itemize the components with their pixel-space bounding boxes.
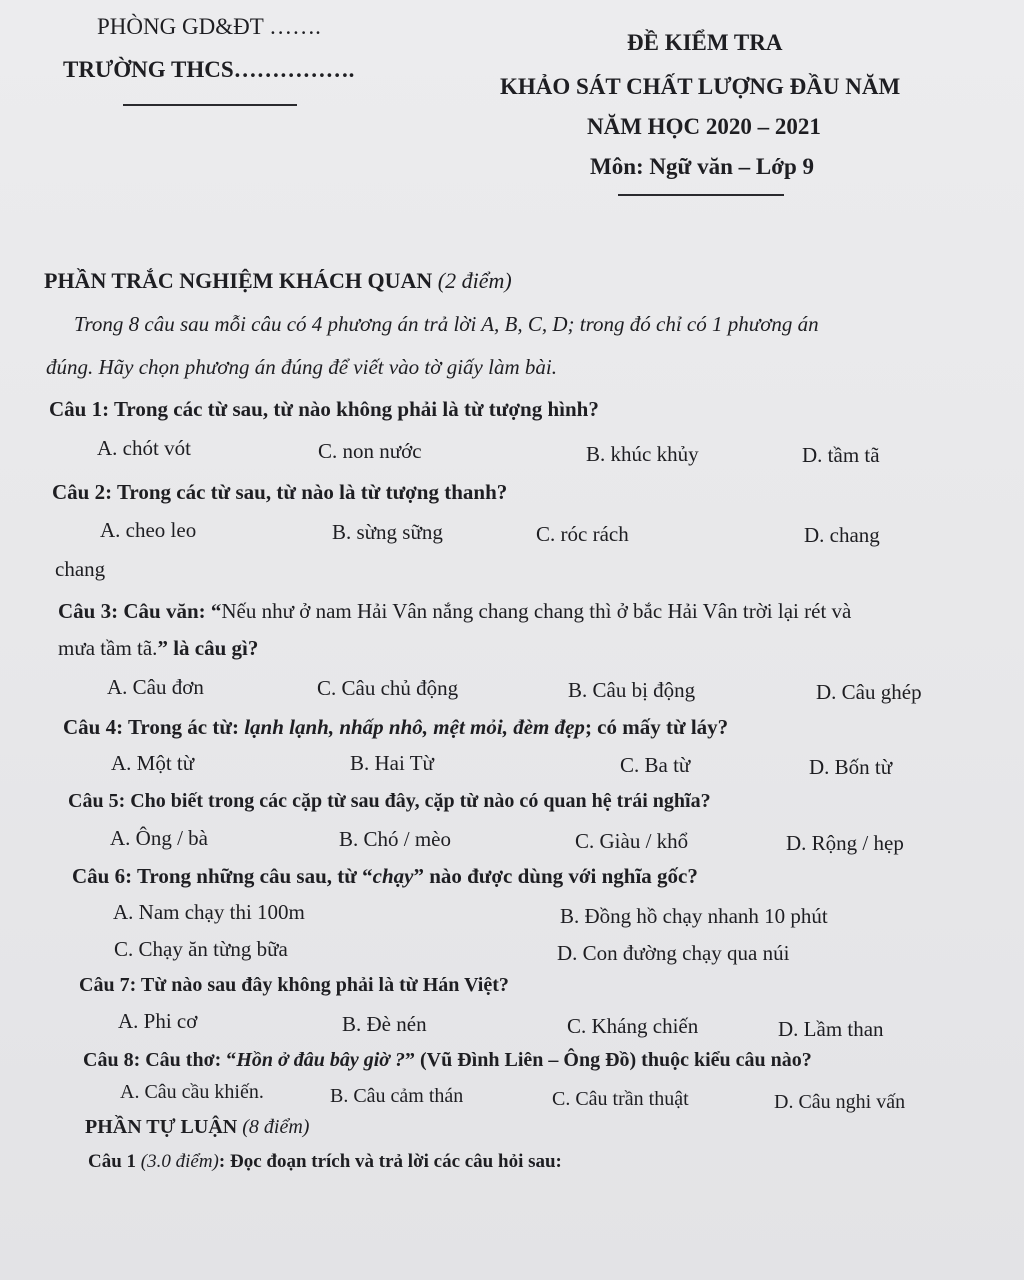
q7-option-b: B. Đè nén [342,1012,427,1036]
q3-quote-continued: mưa tầm tã. [58,636,158,660]
q8-tail: ” (Vũ Đình Liên – Ông Đồ) thuộc kiểu câu nào? [405,1049,812,1071]
q3-option-a: A. Câu đơn [107,675,204,699]
part1-heading [44,268,512,294]
q2-option-b: B. sừng sững [332,520,443,544]
school-name: TRƯỜNG THCS……………. [63,57,355,82]
q6-option-d: D. Con đường chạy qua núi [557,941,790,965]
q7-option-d: D. Lầm than [778,1017,884,1041]
subject-grade: Môn: Ngữ văn – Lớp 9 [590,154,814,179]
part1-points: (2 điểm) [437,268,512,293]
q2-option-c: C. róc rách [536,522,629,546]
q4-option-d: D. Bốn từ [809,755,893,779]
essay-q1-label: Câu 1 [88,1151,137,1172]
q5-option-b: B. Chó / mèo [339,827,452,851]
part2-title: PHẦN TỰ LUẬN [85,1116,238,1138]
q2-option-a: A. cheo leo [100,518,197,542]
q8-option-a: A. Câu cầu khiến. [120,1081,264,1103]
department-name: PHÒNG GD&ĐT ……. [97,14,321,39]
q3-option-c-chudong: C. Câu chủ động [317,676,459,700]
essay-q1-text: : Đọc đoạn trích và trả lời các câu hỏi sau: [218,1151,562,1172]
part1-title: PHẦN TRẮC NGHIỆM KHÁCH QUAN [44,268,433,293]
q6-word: chạy [372,864,414,888]
q8-option-c: C. Câu trần thuật [552,1088,689,1110]
question-8 [83,1049,812,1072]
q6-option-b: B. Đồng hồ chạy nhanh 10 phút [560,904,828,928]
part1-instruction-line2: đúng. Hãy chọn phương án đúng để viết vào tờ giấy làm bài. [46,355,557,379]
q5-option-d: D. Rộng / hẹp [786,831,904,855]
q1-option-d: D. tầm tã [802,443,880,467]
q4-tail: ; có mấy từ láy? [584,715,729,739]
header-right-rule [618,194,784,196]
exam-subtitle: KHẢO SÁT CHẤT LƯỢNG ĐẦU NĂM [500,74,901,99]
q4-lead: Câu 4: Trong ác từ: [63,715,245,739]
school-year: NĂM HỌC 2020 – 2021 [587,114,821,139]
q3-quote: Nếu như ở nam Hải Vân nắng chang chang thì ở bắc Hải Vân trời lại rét và [221,599,852,623]
q6-option-c: C. Chạy ăn từng bữa [114,937,288,961]
q6-lead: Câu 6: Trong những câu sau, từ “ [72,864,373,888]
part2-heading [85,1116,309,1139]
q4-option-b: B. Hai Từ [350,751,434,775]
q3-option-b-bidong: B. Câu bị động [568,678,696,702]
essay-question-1 [88,1151,562,1173]
header-left-rule [123,104,297,106]
part2-points: (8 điểm) [242,1116,310,1138]
q7-option-a: A. Phi cơ [118,1009,198,1033]
q3-label: Câu 3: [58,599,119,623]
q2-option-d-continued: chang [55,557,106,581]
q8-verse: Hồn ở đâu bây giờ ? [236,1049,406,1071]
q8-lead: Câu 8: Câu thơ: “ [83,1049,237,1071]
q8-option-d: D. Câu nghi vấn [774,1091,906,1113]
q3-lead: Câu văn: “ [118,599,222,623]
question-6 [72,864,698,889]
q3-option-d: D. Câu ghép [816,680,922,704]
q4-option-c: C. Ba từ [620,753,691,777]
q6-tail: ” nào được dùng với nghĩa gốc? [413,864,698,888]
question-4 [63,715,728,740]
q4-words: lạnh lạnh, nhấp nhô, mệt mỏi, đèm đẹp [244,715,585,739]
q7-option-c: C. Kháng chiến [567,1014,699,1038]
q5-option-a: A. Ông / bà [110,826,208,850]
question-3-continued [58,636,258,661]
q2-option-d: D. chang [804,523,880,547]
q5-option-c: C. Giàu / khổ [575,829,689,853]
question-5: Câu 5: Cho biết trong các cặp từ sau đây, cặp từ nào có quan hệ trái nghĩa? [68,790,711,812]
q1-option-a: A. chót vót [97,436,191,460]
q8-option-b: B. Câu cảm thán [330,1085,464,1107]
essay-q1-points: (3.0 điểm) [140,1151,219,1172]
question-1: Câu 1: Trong các từ sau, từ nào không phải là từ tượng hình? [49,397,599,421]
question-7: Câu 7: Từ nào sau đây không phải là từ Hán Việt? [79,974,509,996]
question-3 [58,599,851,624]
question-2: Câu 2: Trong các từ sau, từ nào là từ tượng thanh? [52,480,508,504]
q1-option-b-khuckhuy: B. khúc khủy [586,442,699,466]
q3-tail: ” là câu gì? [157,636,259,660]
exam-title: ĐỀ KIỂM TRA [627,30,783,55]
q4-option-a: A. Một từ [111,751,195,775]
q1-option-c-nonnuoc: C. non nước [318,439,422,463]
part1-instruction-line1: Trong 8 câu sau mỗi câu có 4 phương án trả lời A, B, C, D; trong đó chỉ có 1 phương án [74,312,819,336]
q6-option-a: A. Nam chạy thi 100m [113,900,305,924]
